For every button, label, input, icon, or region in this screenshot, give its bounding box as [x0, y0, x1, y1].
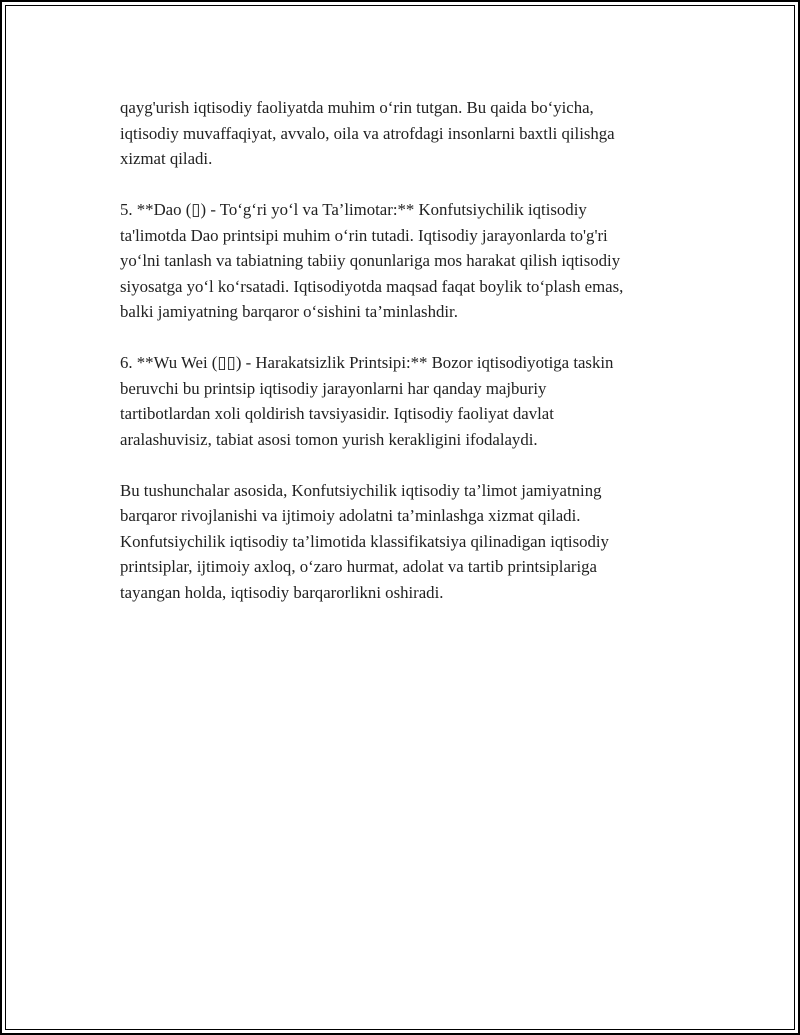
text-line: printsiplar, ijtimoiy axloq, o‘zaro hurmat, adolat va tartib printsiplariga [120, 557, 598, 576]
paragraph-dao [120, 197, 680, 325]
paragraph-intro-continuation [120, 95, 680, 172]
paragraph-wu-wei [120, 350, 680, 452]
text-line: tartibotlardan xoli qoldirish tavsiyasidir. Iqtisodiy faoliyat davlat [120, 404, 554, 423]
text-line: balki jamiyatning barqaror o‘sishini ta’minlashdir. [120, 302, 458, 321]
text-line: 6. **Wu Wei (▯▯) - Harakatsizlik Printsipi:** Bozor iqtisodiyotiga taskin [120, 353, 614, 372]
text-line: barqaror rivojlanishi va ijtimoiy adolatni ta’minlashga xizmat qiladi. [120, 506, 581, 525]
text-line: iqtisodiy muvaffaqiyat, avvalo, oila va atrofdagi insonlarni baxtli qilishga [120, 123, 615, 143]
text-line: 5. **Dao (▯) - To‘g‘ri yo‘l va Ta’limotar:** Konfutsiychilik iqtisodiy [120, 200, 587, 219]
document-body [120, 95, 680, 631]
text-line: siyosatga yo‘l ko‘rsatadi. Iqtisodiyotda maqsad faqat boylik to‘plash emas, [120, 276, 624, 296]
text-line: Bu tushunchalar asosida, Konfutsiychilik iqtisodiy ta’limot jamiyatning [120, 480, 602, 500]
paragraph-conclusion [120, 478, 680, 606]
text-line: aralashuvisiz, tabiat asosi tomon yurish kerakligini ifodalaydi. [120, 429, 538, 449]
text-line: beruvchi bu printsip iqtisodiy jarayonlarni har qanday majburiy [120, 378, 547, 398]
text-line: Konfutsiychilik iqtisodiy ta’limotida klassifikatsiya qilinadigan iqtisodiy [120, 531, 609, 551]
text-line: xizmat qiladi. [120, 149, 213, 168]
text-line: tayangan holda, iqtisodiy barqarorlikni oshiradi. [120, 582, 444, 602]
text-line: qayg'urish iqtisodiy faoliyatda muhim o‘rin tutgan. Bu qaida bo‘yicha, [120, 98, 594, 117]
text-line: yo‘lni tanlash va tabiatning tabiiy qonunlariga mos harakat qilish iqtisodiy [120, 251, 621, 270]
text-line: ta'limotda Dao printsipi muhim o‘rin tutadi. Iqtisodiy jarayonlarda to'g'ri [120, 225, 608, 245]
